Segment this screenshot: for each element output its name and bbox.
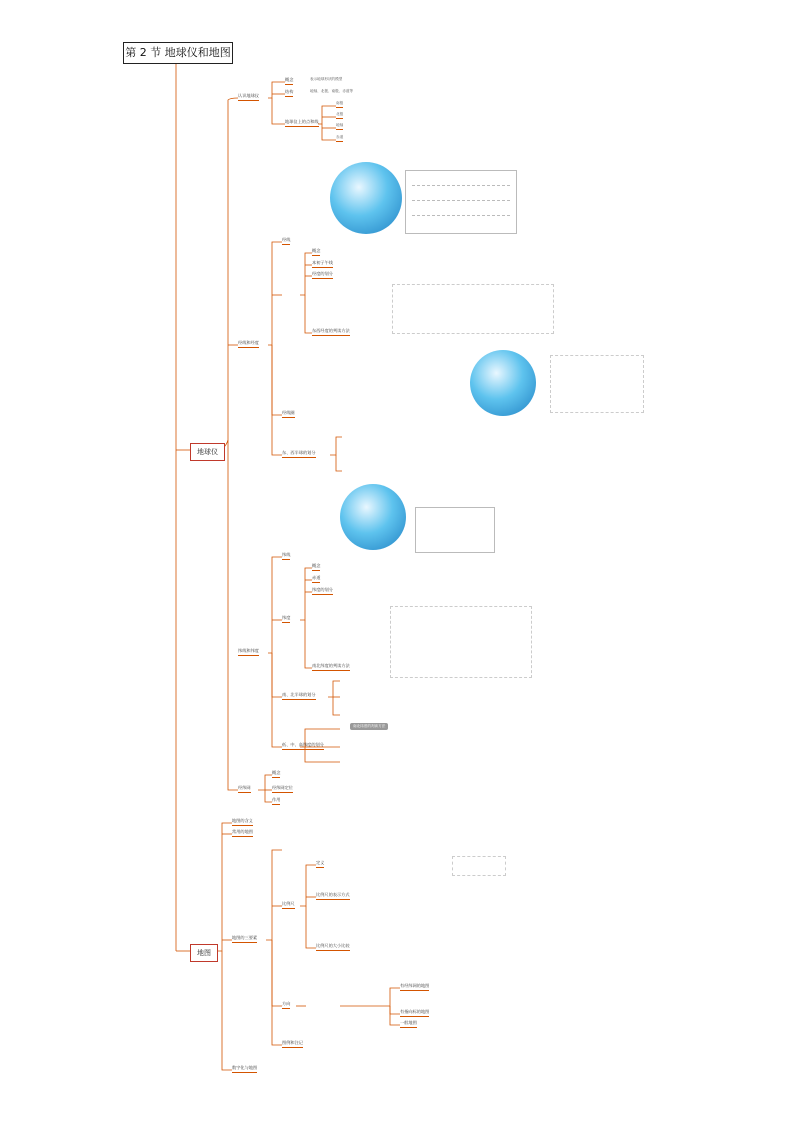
- net-item-position: 经纬网定位: [272, 785, 293, 793]
- direction-general-map: 一般地图: [400, 1020, 417, 1028]
- node-points-lines: 地球仪上的点和线: [285, 119, 319, 127]
- lat-item-zones: 低、中、高纬度的划分: [282, 742, 324, 750]
- lat-item-concept: 概念: [312, 563, 320, 571]
- sub-axis: 地轴: [336, 123, 343, 130]
- longitude-diagram: [392, 284, 554, 334]
- node-latitude: 纬线和纬度: [238, 648, 259, 656]
- direction-grid-map: 有经纬网的地图: [400, 983, 429, 991]
- node-concept: 概念: [285, 77, 293, 85]
- root-node-globe: 地球仪: [190, 443, 225, 461]
- elements-legend: 图例和注记: [282, 1040, 303, 1048]
- globe-illustration-2: [470, 350, 536, 416]
- latitude-diagram: [390, 606, 532, 678]
- node-structure: 结构: [285, 89, 293, 97]
- elements-scale: 比例尺: [282, 901, 295, 909]
- lat-item-latitude: 纬度: [282, 615, 290, 623]
- lon-item-concept: 概念: [312, 248, 320, 256]
- map-item-digital: 数字化与地图: [232, 1065, 257, 1073]
- map-item-elements: 地图的三要素: [232, 935, 257, 943]
- globe-illustration: [330, 162, 402, 234]
- lon-item-division: 经度的划分: [312, 271, 333, 279]
- sub-equator: 赤道: [336, 135, 343, 142]
- node-grid-net: 经纬网: [238, 785, 251, 793]
- map-item-common: 常用的地图: [232, 829, 253, 837]
- map-item-meaning: 地图的含义: [232, 818, 253, 826]
- grey-tag: 南北纬度的判读方法: [350, 723, 388, 730]
- page-title: 第 2 节 地球仪和地图: [123, 42, 233, 64]
- structure-text: 地轴、北极、南极、赤道等: [310, 89, 354, 93]
- node-know-globe: 认识地球仪: [238, 93, 259, 101]
- globe-illustration-3: [340, 484, 406, 550]
- handwritten-note-table: [405, 170, 517, 234]
- handwritten-note-2: [550, 355, 644, 413]
- lon-item-hemisphere: 东、西半球的划分: [282, 450, 316, 458]
- node-longitude: 经线和经度: [238, 340, 259, 348]
- direction-arrow-map: 有指向标的地图: [400, 1009, 429, 1017]
- scale-definition: 定义: [316, 860, 324, 868]
- elements-direction: 方向: [282, 1001, 290, 1009]
- sub-south-pole: 南极: [336, 101, 343, 108]
- latitude-note-table: [415, 507, 495, 553]
- lat-item-reading: 南北纬度的判读方法: [312, 663, 350, 671]
- sub-north-pole: 北极: [336, 112, 343, 119]
- scale-handwritten-note: [452, 856, 506, 876]
- lon-item-meridian-circle: 经线圈: [282, 410, 295, 418]
- lon-item-prime: 本初子午线: [312, 260, 333, 268]
- scale-forms: 比例尺的表示方式: [316, 892, 350, 900]
- lat-item-hemisphere: 南、北半球的划分: [282, 692, 316, 700]
- scale-compare: 比例尺的大小比较: [316, 943, 350, 951]
- lat-item-parallel: 纬线: [282, 552, 290, 560]
- root-node-map: 地图: [190, 944, 218, 962]
- lat-item-division: 纬度的划分: [312, 587, 333, 595]
- lon-item-reading: 东西经度的判读方法: [312, 328, 350, 336]
- net-item-concept: 概念: [272, 770, 280, 778]
- concept-text: 表示地球形状的模型: [310, 77, 343, 81]
- net-item-use: 作用: [272, 797, 280, 805]
- lon-item-meridian: 经线: [282, 237, 290, 245]
- lat-item-equator: 赤道: [312, 575, 320, 583]
